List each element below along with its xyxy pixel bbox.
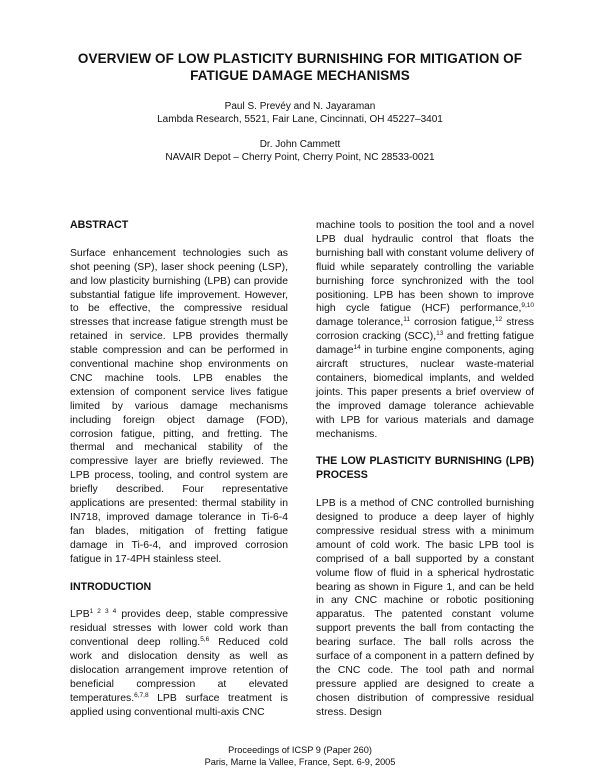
author-names-2: Dr. John Cammett [259,139,341,150]
citation: 5,6 [200,636,210,644]
affiliation-1: Lambda Research, 5521, Fair Lane, Cincinnati, OH 45227–3401 [157,114,443,125]
page-footer [100,745,500,768]
title-line-1: OVERVIEW OF LOW PLASTICITY BURNISHING FOR MITIGATION OF [77,51,523,66]
citation: 13 [436,330,444,338]
introduction-heading: INTRODUCTION [70,580,152,593]
introduction-text-continued: machine tools to position the tool and a novel LPB dual hydraulic control that floats the burnishing ball with constant volume delivery of fluid while separately controlling the variable burnishing force synchronized with the tool positioning. LPB has been shown to improve high cycle fatigue (HCF) performance,$^{9,10}$ damage tolerance,$^{11}$ corrosion fatigue,$^{12}$ stress corrosion cracking (SCC),$^{13}$ and fretting fatigue damage$^{14}$ in turbine engine components, aging aircraft structures, nuclear waste-material containers, biomedical implants, and welded joints. This paper presents a brief overview of the improved damage tolerance achievable with LPB for various materials and damage mechanisms. [316,220,535,440]
citation: 9,10 [521,302,534,310]
citation: 1 2 3 4 [89,608,117,616]
title-line-2: FATIGUE DAMAGE MECHANISMS [190,68,410,83]
author-block [40,100,560,164]
paper-title [40,50,560,84]
footer-proceedings: Proceedings of ICSP 9 (Paper 260) [228,745,372,755]
lpb-process-text: LPB is a method of CNC controlled burnishing designed to produce a deep layer of highly compressive residual stress with a minimum amount of cold work. The basic LPB tool is comprised of a ball supported by a constant volume flow of fluid in a spherical hydrostatic bearing as shown in Figure 1, and can be held in any CNC machine or robotic positioning apparatus. The patented constant volume support prevents the ball from contacting the bearing surface. The ball rolls across the surface of a component in a pattern defined by the CNC code. The tool path and normal pressure applied are designed to create a chosen distribution of compressive residual stress. Design [316,498,534,718]
citation: 12 [494,316,503,324]
introduction-text: $LPB^{1 2 3 4}$ provides deep, stable compressive residual stresses with lower cold work than conventional deep rolling.$^{5,6}$ Reduced cold work and dislocation density as well as dislocation arrangement improve retention of beneficial compression at elevated temperatures.$^{6,7,8}$ LPB surface treatment is applied using conventional multi-axis CNC [70,608,288,718]
footer-location: Paris, Marne la Vallee, France, Sept. 6-9, 2005 [204,756,396,767]
right-column [316,219,534,720]
introduction-split-left: LPB surface treatment is applied using conventional multi-axis CNC [70,692,288,718]
citation: 11 [403,316,411,324]
abstract-heading: ABSTRACT [70,219,129,231]
left-column [70,219,288,720]
citation: 14 [353,344,361,352]
author-names-1: Paul S. Prevéy and N. Jayaraman [224,101,376,112]
affiliation-2: NAVAIR Depot – Cherry Point, Cherry Point, NC 28533-0021 [165,152,435,163]
citation: 6,7,8 [134,691,149,699]
abstract-text: Surface enhancement technologies such as shot peening (SP), laser shock peening (LSP), and low plasticity burnishing (LPB) can provide substantial fatigue life improvement. However, to be effective, the compressive residual stresses that increase fatigue strength must be retained in service. LPB provides thermally stable compression and can be performed in conventional machine shop environments on CNC machine tools. LPB enables the extension of component service lives fatigue limited by various damage mechanisms including foreign object damage (FOD), corrosion fatigue, pitting, and fretting. The thermal and mechanical stability of the compressive layer are briefly reviewed. The LPB process, tooling, and control system are briefly described. Four representative applications are presented: thermal stability in IN718, improved damage tolerance in Ti-6-4 fan blades, mitigation of fretting fatigue damage in Ti-6-4, and improved corrosion fatigue in 17-4PH stainless steel. [70,247,288,565]
lpb-process-heading: THE LOW PLASTICITY BURNISHING (LPB) PROCESS [316,455,534,482]
